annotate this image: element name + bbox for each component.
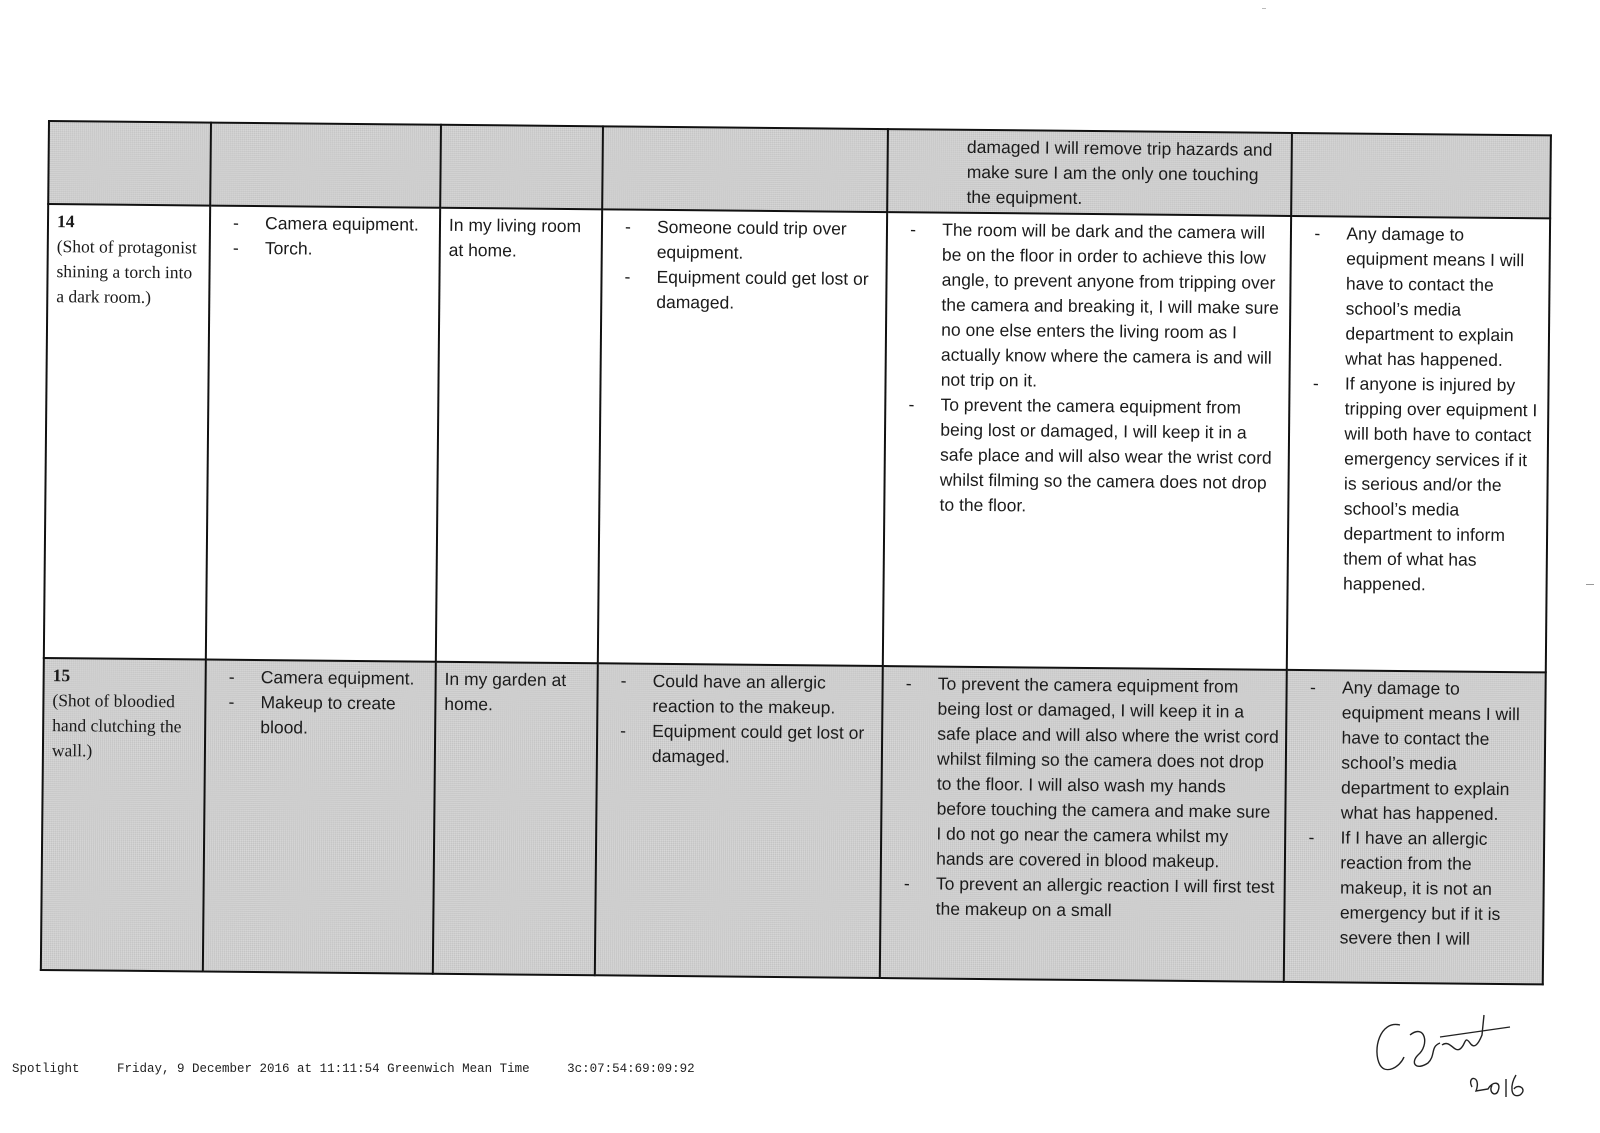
shot-number: 15 [52, 665, 71, 686]
scan-artifact [1262, 8, 1266, 9]
continued-cell-risks [602, 126, 888, 212]
location-cell [433, 662, 598, 976]
location-cell [436, 208, 602, 664]
scan-footer [12, 1062, 695, 1076]
list-item: - Equipment could get lost or damaged. [606, 718, 876, 771]
continued-cell-equipment [210, 123, 441, 208]
shot-description: (Shot of protagonist shining a torch into a dark room.) [56, 236, 197, 307]
continued-cell-emergency [1292, 133, 1551, 218]
equipment-list [219, 211, 433, 263]
list-item: - The room will be dark and the camera will be on the floor in order to achieve this low angle, to prevent anyone from tripping over the camera and breaking it, I will make sure no one else enters the living room as I actually know where the camera is and will not trip on it. [895, 217, 1285, 396]
emergency-cell [1287, 216, 1550, 672]
footer-id: 3c:07:54:69:09:92 [567, 1062, 695, 1076]
risks-list [606, 668, 876, 771]
list-item: - Camera equipment. [219, 211, 433, 238]
equipment-cell [203, 660, 436, 974]
location-text: In my living room at home. [448, 214, 582, 261]
continued-cell-precautions [887, 129, 1292, 216]
list-item: - Equipment could get lost or damaged. [610, 264, 880, 317]
shot-cell [41, 658, 206, 972]
precautions-cell [883, 212, 1292, 670]
risk-assessment-table [40, 120, 1552, 985]
risks-list [610, 214, 880, 317]
scan-artifact [1586, 584, 1594, 585]
table-row-shot-14 [44, 204, 1550, 672]
signature-icon [1370, 1005, 1550, 1105]
risks-cell [595, 663, 883, 978]
continued-row [48, 121, 1551, 218]
location-text: In my garden at home. [444, 668, 567, 715]
emergency-list [1297, 221, 1543, 598]
continued-precaution-text: damaged I will remove trip hazards and make sure I am the only one touching the equipment. [966, 136, 1273, 208]
shot-number: 14 [56, 211, 75, 232]
list-item: - Torch. [219, 236, 433, 263]
list-item: - Someone could trip over equipment. [611, 214, 881, 267]
footer-timestamp: Friday, 9 December 2016 at 11:11:54 Greenwich Mean Time [117, 1062, 530, 1076]
list-item: - Camera equipment. [215, 665, 429, 692]
equipment-cell [206, 206, 440, 662]
handwritten-signature [1370, 1005, 1550, 1105]
list-item: - To prevent the camera equipment from being lost or damaged, I will keep it in a safe place and will also wear the wrist cord whilst filming so the camera does not drop to the floor. [893, 392, 1282, 521]
list-item: - To prevent an allergic reaction I will first test the makeup on a small [890, 871, 1279, 925]
emergency-cell [1284, 670, 1546, 984]
risks-cell [598, 209, 888, 666]
risk-assessment-table-container [40, 120, 1552, 985]
list-item: - To prevent the camera equipment from being lost or damaged, I will keep it in a safe place and will also where the wrist cord whilst filming so the camera does not drop to the floor. I will also wash my hands before touching the camera and make sure I do not go near the camera whilst my hands are covered in blood makeup. [890, 671, 1280, 875]
table-row-shot-15 [41, 658, 1546, 984]
shot-cell [44, 204, 210, 660]
shot-description: (Shot of bloodied hand clutching the wall.) [51, 690, 182, 761]
continued-cell-location [440, 125, 603, 210]
list-item: - Any damage to equipment means I will have to contact the school’s media department to explain what has happened. [1299, 221, 1543, 373]
list-item: - If I have an allergic reaction from the makeup, it is not an emergency but if it is severe then I will [1294, 825, 1538, 952]
footer-app: Spotlight [12, 1062, 80, 1076]
list-item: - Could have an allergic reaction to the makeup. [606, 668, 876, 721]
precautions-list [893, 217, 1284, 521]
list-item: - Any damage to equipment means I will have to contact the school’s media department to explain what has happened. [1295, 675, 1539, 827]
equipment-list [214, 665, 429, 742]
continued-cell-shot [48, 121, 211, 206]
precautions-list [890, 671, 1281, 925]
list-item: - Makeup to create blood. [214, 690, 428, 742]
list-item: - If anyone is injured by tripping over equipment I will both have to contact emergency services if it is serious and/or the school’s media department to inform them of what has happened. [1297, 371, 1542, 598]
precautions-cell [880, 666, 1287, 982]
emergency-list [1294, 675, 1539, 952]
